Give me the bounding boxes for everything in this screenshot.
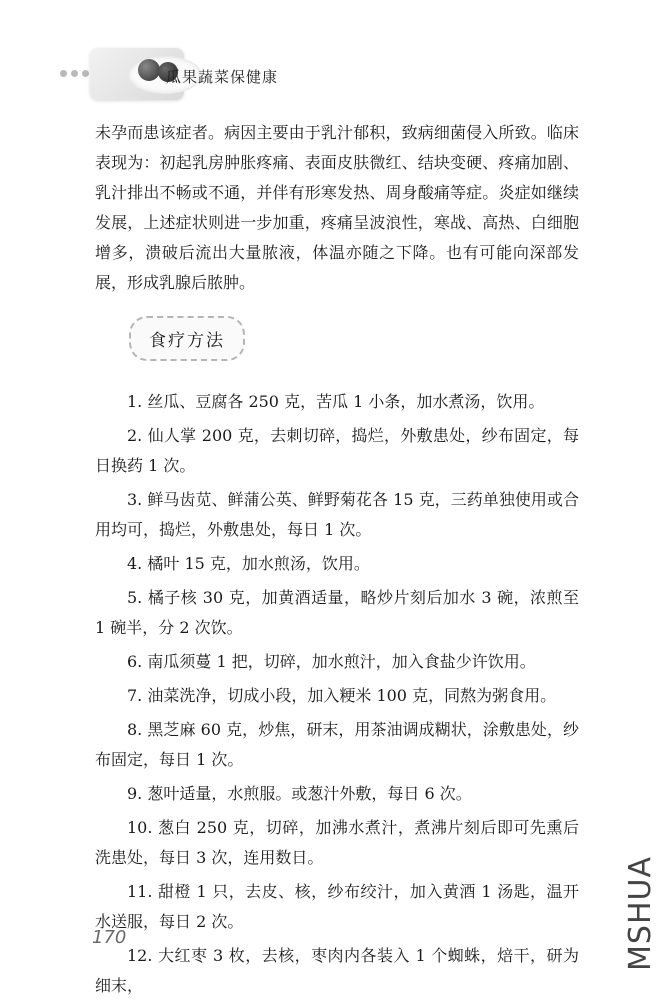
- running-header: [60, 48, 620, 106]
- list-item: 3. 鲜马齿苋、鲜蒲公英、鲜野菊花各 15 克，三药单独使用或合用均可，捣烂，外敷患处，每日 1 次。: [95, 490, 579, 539]
- list-item: 11. 甜橙 1 只，去皮、核，纱布绞汁，加入黄酒 1 汤匙，温开水送服，每日 2 次。: [95, 882, 579, 931]
- list-item: 12. 大红枣 3 枚，去核，枣肉内各装入 1 个蜘蛛，焙干，研为细末，: [95, 946, 579, 995]
- book-title: 瓜果蔬菜保健康: [166, 68, 279, 86]
- intro-paragraph: 未孕而患该症者。病因主要由于乳汁郁积，致病细菌侵入所致。临床表现为：初起乳房肿胀疼痛、表面皮肤微红、结块变硬、疼痛加剧、乳汁排出不畅或不通，并伴有形寒发热、周身酸痛等症。炎症如继续发展，上述症状则进一步加重，疼痛呈波浪性，寒战、高热、白细胞增多，溃破后流出大量脓液，体温亦随之下降。也有可能向深部发展，形成乳腺后脓肿。: [95, 123, 579, 292]
- list-item: 1. 丝瓜、豆腐各 250 克，苦瓜 1 小条，加水煮汤，饮用。: [127, 392, 545, 411]
- decorative-dots: [60, 70, 89, 77]
- page-number: 170: [92, 927, 127, 948]
- watermark: MSHUA: [623, 856, 658, 971]
- list-item: 7. 油菜洗净，切成小段，加入粳米 100 克，同熬为粥食用。: [127, 686, 557, 705]
- list-item: 9. 葱叶适量，水煎服。或葱汁外敷，每日 6 次。: [127, 784, 472, 803]
- list-item: 4. 橘叶 15 克，加水煎汤，饮用。: [127, 554, 370, 573]
- page-content: [95, 118, 579, 1005]
- list-item: 6. 南瓜须蔓 1 把，切碎，加水煎汁，加入食盐少许饮用。: [127, 652, 536, 671]
- section-heading: 食疗方法: [129, 316, 245, 361]
- list-item: 2. 仙人掌 200 克，去刺切碎，捣烂，外敷患处，纱布固定，每日换药 1 次。: [95, 426, 579, 475]
- list-item: 8. 黑芝麻 60 克，炒焦，研末，用茶油调成糊状，涂敷患处，纱布固定，每日 1 次。: [95, 720, 579, 769]
- list-item: 5. 橘子核 30 克，加黄酒适量，略炒片刻后加水 3 碗，浓煎至 1 碗半，分 2 次饮。: [95, 588, 579, 637]
- recipe-list: [95, 387, 579, 1001]
- list-item: 10. 葱白 250 克，切碎，加沸水煮汁，煮沸片刻后即可先熏后洗患处，每日 3 次，连用数日。: [95, 818, 579, 867]
